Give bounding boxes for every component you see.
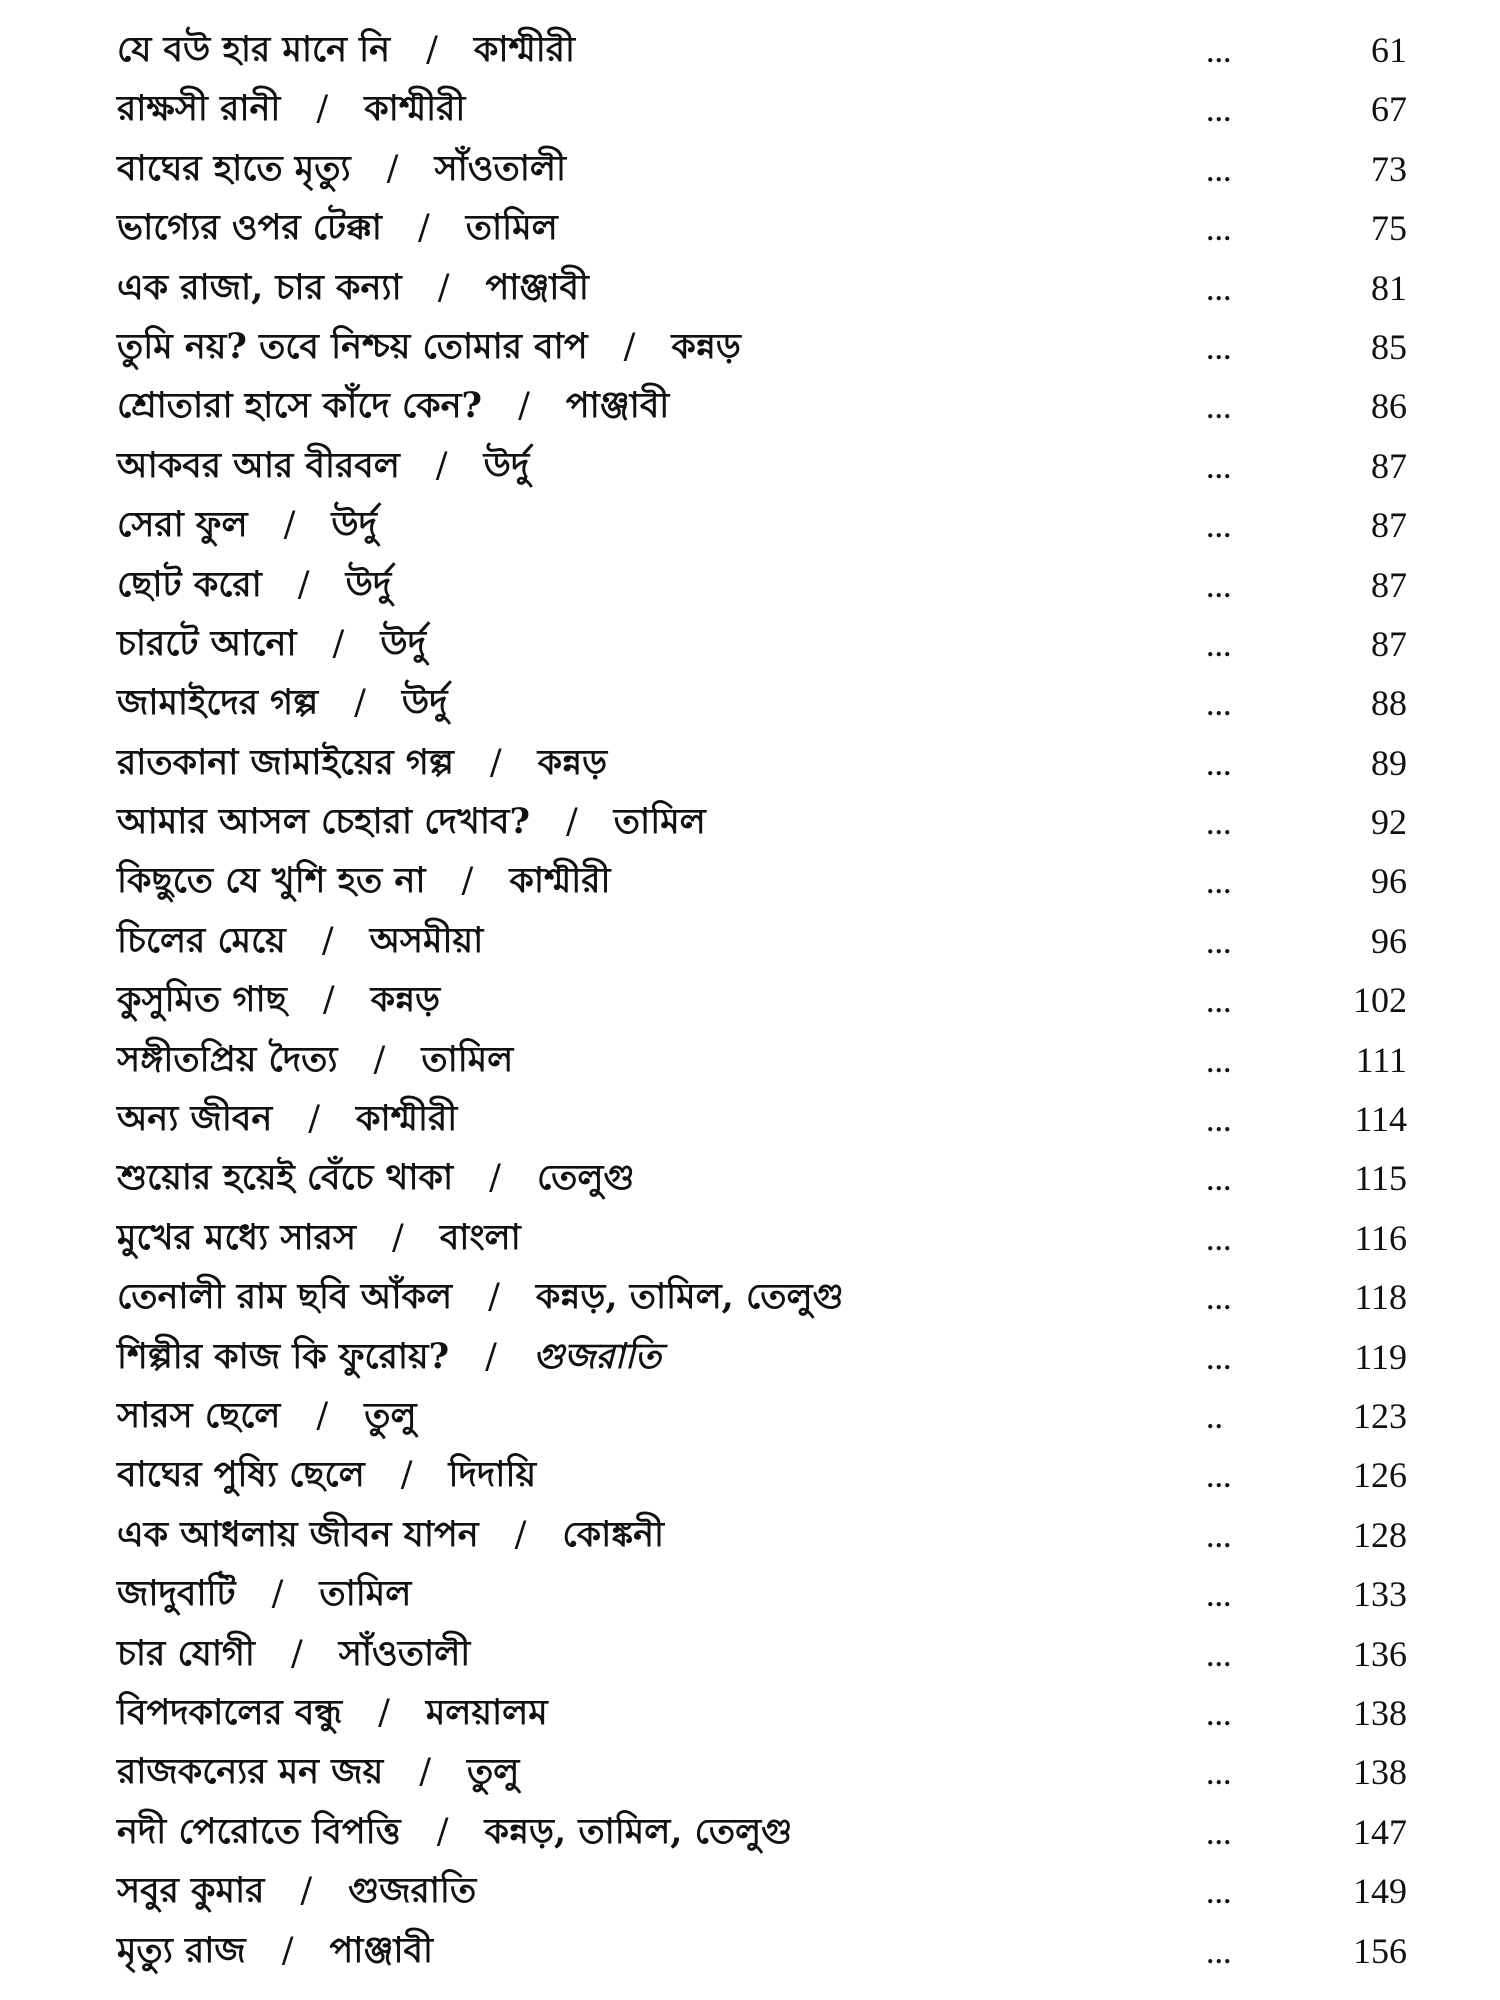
- separator-slash: /: [392, 1217, 404, 1258]
- toc-row: [117, 1154, 1407, 1213]
- separator-slash: /: [290, 1633, 303, 1674]
- page-number: 87: [1371, 505, 1407, 546]
- source-language: সাঁওতালী: [434, 147, 566, 189]
- page-number: 87: [1371, 564, 1407, 605]
- toc-entry: [117, 1630, 470, 1678]
- source-language: উর্দু: [483, 444, 530, 486]
- page-number: 115: [1354, 1158, 1407, 1199]
- leader-dots: ...: [1207, 870, 1233, 900]
- source-language: মলয়ালম: [425, 1691, 548, 1733]
- separator-slash: /: [514, 1514, 527, 1555]
- toc-row: [117, 1570, 1407, 1629]
- leader-dots: ...: [1207, 1167, 1233, 1197]
- toc-row: [117, 976, 1407, 1035]
- source-language: কাশ্মীরী: [509, 860, 611, 902]
- page-number: 85: [1371, 326, 1407, 367]
- toc-row: [117, 1095, 1407, 1154]
- separator-slash: /: [426, 30, 438, 70]
- page-number: 111: [1355, 1039, 1407, 1080]
- separator-slash: /: [316, 1395, 329, 1436]
- source-language: পাঞ্জাবী: [329, 1929, 433, 1971]
- leader-dots: ...: [1207, 335, 1233, 365]
- toc-entry: [117, 1867, 476, 1915]
- story-title: ভাগ্যের ওপর টেক্কা: [117, 207, 382, 249]
- separator-slash: /: [461, 861, 474, 902]
- source-language: কাশ্মীরী: [356, 1098, 458, 1140]
- story-title: জামাইদের গল্প: [117, 682, 319, 724]
- source-language: বাংলা: [439, 1216, 521, 1258]
- separator-slash: /: [373, 1039, 386, 1080]
- separator-slash: /: [321, 920, 334, 961]
- toc-entry: [117, 1036, 513, 1084]
- source-language: কন্নড়, তামিল, তেলুগু: [535, 1276, 844, 1318]
- leader-dots: ...: [1207, 1226, 1233, 1256]
- page-number: 123: [1353, 1395, 1407, 1436]
- source-language: তুলু: [466, 1751, 520, 1793]
- toc-row: [117, 26, 1407, 85]
- leader-dots: ...: [1207, 514, 1233, 544]
- story-title: তেনালী রাম ছবি আঁকল: [117, 1276, 453, 1318]
- leader-dots: ...: [1207, 1583, 1233, 1613]
- toc-entry: [117, 917, 483, 965]
- separator-slash: /: [283, 505, 296, 546]
- leader-dots: ...: [1207, 692, 1233, 722]
- toc-entry: [117, 204, 558, 252]
- story-title: এক রাজা, চার কন্যা: [117, 266, 402, 308]
- page-number: 67: [1371, 89, 1407, 130]
- toc-row: [117, 739, 1407, 798]
- toc-row: [117, 204, 1407, 263]
- toc-entry: [117, 323, 741, 371]
- source-language: গুজরাতি: [532, 1335, 661, 1377]
- story-title: সেরা ফুল: [117, 504, 248, 546]
- separator-slash: /: [281, 1930, 294, 1971]
- leader-dots: ...: [1207, 1701, 1233, 1731]
- toc-row: [117, 917, 1407, 976]
- toc-entry: [117, 145, 566, 193]
- page-number: 118: [1354, 1277, 1407, 1318]
- source-language: কাশ্মীরী: [473, 29, 576, 70]
- story-title: অন্য জীবন: [117, 1098, 273, 1140]
- story-title: নদী পেরোতে বিপত্তি: [117, 1810, 401, 1852]
- toc-row: [117, 798, 1407, 857]
- separator-slash: /: [565, 802, 578, 843]
- page-number: 128: [1353, 1514, 1407, 1555]
- page-number: 89: [1371, 742, 1407, 783]
- story-title: চার যোগী: [117, 1632, 255, 1674]
- toc-row: [117, 1333, 1407, 1392]
- leader-dots: ...: [1207, 217, 1233, 247]
- leader-dots: ...: [1207, 751, 1233, 781]
- source-language: অসমীয়া: [369, 919, 484, 961]
- source-language: তামিল: [319, 1573, 412, 1615]
- story-title: জাদুবাটি: [117, 1573, 236, 1615]
- separator-slash: /: [437, 267, 450, 308]
- leader-dots: ...: [1207, 276, 1233, 306]
- source-language: তেলুগু: [536, 1157, 635, 1199]
- separator-slash: /: [297, 564, 310, 605]
- story-title: এক আধলায় জীবন যাপন: [117, 1513, 479, 1555]
- page-number: 88: [1371, 683, 1407, 724]
- story-title: কুসুমিত গাছ: [117, 979, 287, 1021]
- separator-slash: /: [435, 445, 448, 486]
- page-number: 114: [1354, 1099, 1407, 1140]
- leader-dots: ...: [1207, 1642, 1233, 1672]
- leader-dots: ...: [1207, 98, 1233, 128]
- story-title: রাতকানা জামাইয়ের গল্প: [117, 741, 454, 783]
- leader-dots: ...: [1207, 1880, 1233, 1910]
- page-number: 138: [1353, 1752, 1407, 1793]
- toc-row: [117, 323, 1407, 382]
- story-title: চিলের মেয়ে: [117, 919, 286, 961]
- toc-entry: [117, 1748, 519, 1796]
- source-language: তুলু: [364, 1394, 417, 1436]
- source-language: তামিল: [465, 207, 558, 249]
- separator-slash: /: [623, 326, 636, 367]
- story-title: চারটে আনো: [117, 622, 297, 664]
- story-title: মুখের মধ্যে সারস: [117, 1216, 357, 1258]
- page-number: 96: [1371, 920, 1407, 961]
- toc-entry: [117, 1570, 411, 1618]
- story-title: সবুর কুমার: [117, 1870, 265, 1912]
- toc-row: [117, 1927, 1407, 1986]
- toc-row: [117, 1748, 1407, 1807]
- source-language: উর্দু: [331, 504, 378, 546]
- source-language: কন্নড়: [671, 325, 741, 367]
- toc-entry: [117, 1392, 417, 1440]
- toc-entry: [117, 1333, 661, 1381]
- toc-entry: [117, 442, 529, 490]
- story-title: মৃত্যু রাজ: [117, 1929, 246, 1971]
- toc-row: [117, 561, 1407, 620]
- leader-dots: ...: [1207, 1761, 1233, 1791]
- leader-dots: ...: [1207, 395, 1233, 425]
- story-title: আকবর আর বীরবল: [117, 444, 400, 486]
- source-language: কন্নড়: [537, 741, 608, 783]
- story-title: বাঘের পুষ্যি ছেলে: [117, 1454, 365, 1496]
- story-title: যে বউ হার মানে নি: [117, 29, 391, 70]
- separator-slash: /: [386, 148, 399, 189]
- toc-entry: [117, 620, 426, 668]
- story-title: কিছুতে যে খুশি হত না: [117, 860, 426, 902]
- toc-entry: [117, 798, 706, 846]
- story-title: বাঘের হাতে মৃত্যু: [117, 147, 351, 189]
- toc-entry: [117, 1095, 457, 1143]
- separator-slash: /: [400, 1455, 413, 1496]
- page-number: 138: [1353, 1692, 1407, 1733]
- page-number: 147: [1353, 1811, 1407, 1852]
- story-title: সারস ছেলে: [117, 1394, 281, 1436]
- page-number: 149: [1353, 1871, 1407, 1912]
- page-number: 126: [1353, 1455, 1407, 1496]
- page-number: 116: [1354, 1217, 1407, 1258]
- source-language: উর্দু: [345, 563, 392, 605]
- toc-row: [117, 679, 1407, 738]
- toc-row: [117, 1451, 1407, 1510]
- separator-slash: /: [489, 742, 502, 783]
- page-number: 81: [1371, 267, 1407, 308]
- source-language: কন্নড়: [370, 979, 441, 1021]
- source-language: কোঙ্কনী: [562, 1513, 665, 1555]
- separator-slash: /: [271, 1574, 284, 1615]
- source-language: কাশ্মীরী: [364, 88, 466, 130]
- toc-row: [117, 1630, 1407, 1689]
- toc-entry: [117, 382, 669, 430]
- table-of-contents: [117, 26, 1407, 1986]
- toc-row: [117, 442, 1407, 501]
- toc-entry: [117, 1214, 521, 1262]
- toc-row: [117, 1808, 1407, 1867]
- separator-slash: /: [354, 683, 366, 724]
- toc-row: [117, 1273, 1407, 1332]
- toc-row: [117, 382, 1407, 441]
- toc-row: [117, 1036, 1407, 1095]
- toc-row: [117, 1511, 1407, 1570]
- toc-row: [117, 145, 1407, 204]
- leader-dots: ...: [1207, 632, 1233, 662]
- source-language: গুজরাতি: [348, 1870, 477, 1912]
- leader-dots: ...: [1207, 1464, 1233, 1494]
- page-number: 75: [1371, 208, 1407, 249]
- toc-entry: [117, 264, 589, 312]
- leader-dots: ...: [1207, 454, 1233, 484]
- leader-dots: ...: [1207, 1939, 1233, 1969]
- story-title: শুয়োর হয়েই বেঁচে থাকা: [117, 1157, 454, 1199]
- toc-row: [117, 501, 1407, 560]
- toc-entry: [117, 1273, 844, 1321]
- source-language: পাঞ্জাবী: [565, 385, 670, 427]
- story-title: রাক্ষসী রানী: [117, 88, 281, 130]
- source-language: উর্দু: [401, 682, 448, 724]
- toc-entry: [117, 1689, 548, 1737]
- page-number: 102: [1353, 980, 1407, 1021]
- page-number: 87: [1371, 445, 1407, 486]
- separator-slash: /: [332, 623, 345, 664]
- leader-dots: ...: [1207, 989, 1233, 1019]
- leader-dots: ...: [1207, 39, 1233, 68]
- leader-dots: ..: [1207, 1404, 1224, 1434]
- toc-row: [117, 85, 1407, 144]
- page-number: 133: [1353, 1574, 1407, 1615]
- story-title: ছোট করো: [117, 563, 262, 605]
- toc-entry: [117, 26, 575, 74]
- toc-entry: [117, 1154, 635, 1202]
- leader-dots: ...: [1207, 157, 1233, 187]
- story-title: তুমি নয়? তবে নিশ্চয় তোমার বাপ: [117, 325, 588, 367]
- leader-dots: ...: [1207, 1286, 1233, 1316]
- leader-dots: ...: [1207, 1048, 1233, 1078]
- separator-slash: /: [485, 1336, 497, 1377]
- toc-entry: [117, 561, 391, 609]
- page-number: 96: [1371, 861, 1407, 902]
- story-title: রাজকন্যের মন জয়: [117, 1751, 384, 1793]
- separator-slash: /: [308, 1099, 321, 1140]
- page-number: 119: [1354, 1336, 1407, 1377]
- separator-slash: /: [436, 1811, 449, 1852]
- leader-dots: ...: [1207, 929, 1233, 959]
- separator-slash: /: [488, 1277, 500, 1318]
- toc-entry: [117, 501, 377, 549]
- source-language: দিদায়ি: [448, 1454, 537, 1496]
- separator-slash: /: [417, 208, 430, 249]
- source-language: তামিল: [421, 1038, 514, 1080]
- toc-entry: [117, 1808, 792, 1856]
- story-title: বিপদকালের বন্ধু: [117, 1691, 343, 1733]
- toc-row: [117, 1867, 1407, 1926]
- story-title: শ্রোতারা হাসে কাঁদে কেন?: [117, 385, 483, 427]
- source-language: উর্দু: [380, 622, 426, 664]
- toc-entry: [117, 1927, 433, 1975]
- toc-entry: [117, 1451, 536, 1499]
- toc-entry: [117, 976, 440, 1024]
- toc-entry: [117, 1511, 664, 1559]
- page-number: 136: [1353, 1633, 1407, 1674]
- separator-slash: /: [489, 1158, 501, 1199]
- separator-slash: /: [419, 1752, 431, 1793]
- leader-dots: ...: [1207, 1108, 1233, 1138]
- page-number: 86: [1371, 386, 1407, 427]
- toc-entry: [117, 739, 607, 787]
- page-number: 156: [1353, 1930, 1407, 1971]
- page-number: 61: [1371, 30, 1407, 70]
- toc-row: [117, 620, 1407, 679]
- leader-dots: ...: [1207, 1523, 1233, 1553]
- toc-row: [117, 1689, 1407, 1748]
- separator-slash: /: [378, 1692, 390, 1733]
- toc-entry: [117, 679, 448, 727]
- leader-dots: ...: [1207, 573, 1233, 603]
- source-language: পাঞ্জাবী: [485, 266, 589, 308]
- story-title: শিল্পীর কাজ কি ফুরোয়?: [117, 1335, 450, 1377]
- source-language: কন্নড়, তামিল, তেলুগু: [484, 1810, 793, 1852]
- toc-row: [117, 857, 1407, 916]
- page-number: 92: [1371, 802, 1407, 843]
- page-number: 73: [1371, 148, 1407, 189]
- story-title: সঙ্গীতপ্রিয় দৈত্য: [117, 1038, 338, 1080]
- leader-dots: ...: [1207, 1820, 1233, 1850]
- separator-slash: /: [518, 386, 530, 427]
- toc-entry: [117, 85, 465, 133]
- toc-row: [117, 1392, 1407, 1451]
- leader-dots: ...: [1207, 1345, 1233, 1375]
- toc-row: [117, 264, 1407, 323]
- page-number: 87: [1371, 623, 1407, 664]
- story-title: আমার আসল চেহারা দেখাব?: [117, 801, 530, 843]
- toc-entry: [117, 857, 611, 905]
- leader-dots: ...: [1207, 811, 1233, 841]
- separator-slash: /: [300, 1871, 313, 1912]
- separator-slash: /: [322, 980, 335, 1021]
- toc-row: [117, 1214, 1407, 1273]
- source-language: সাঁওতালী: [338, 1632, 471, 1674]
- source-language: তামিল: [613, 801, 706, 843]
- separator-slash: /: [316, 89, 329, 130]
